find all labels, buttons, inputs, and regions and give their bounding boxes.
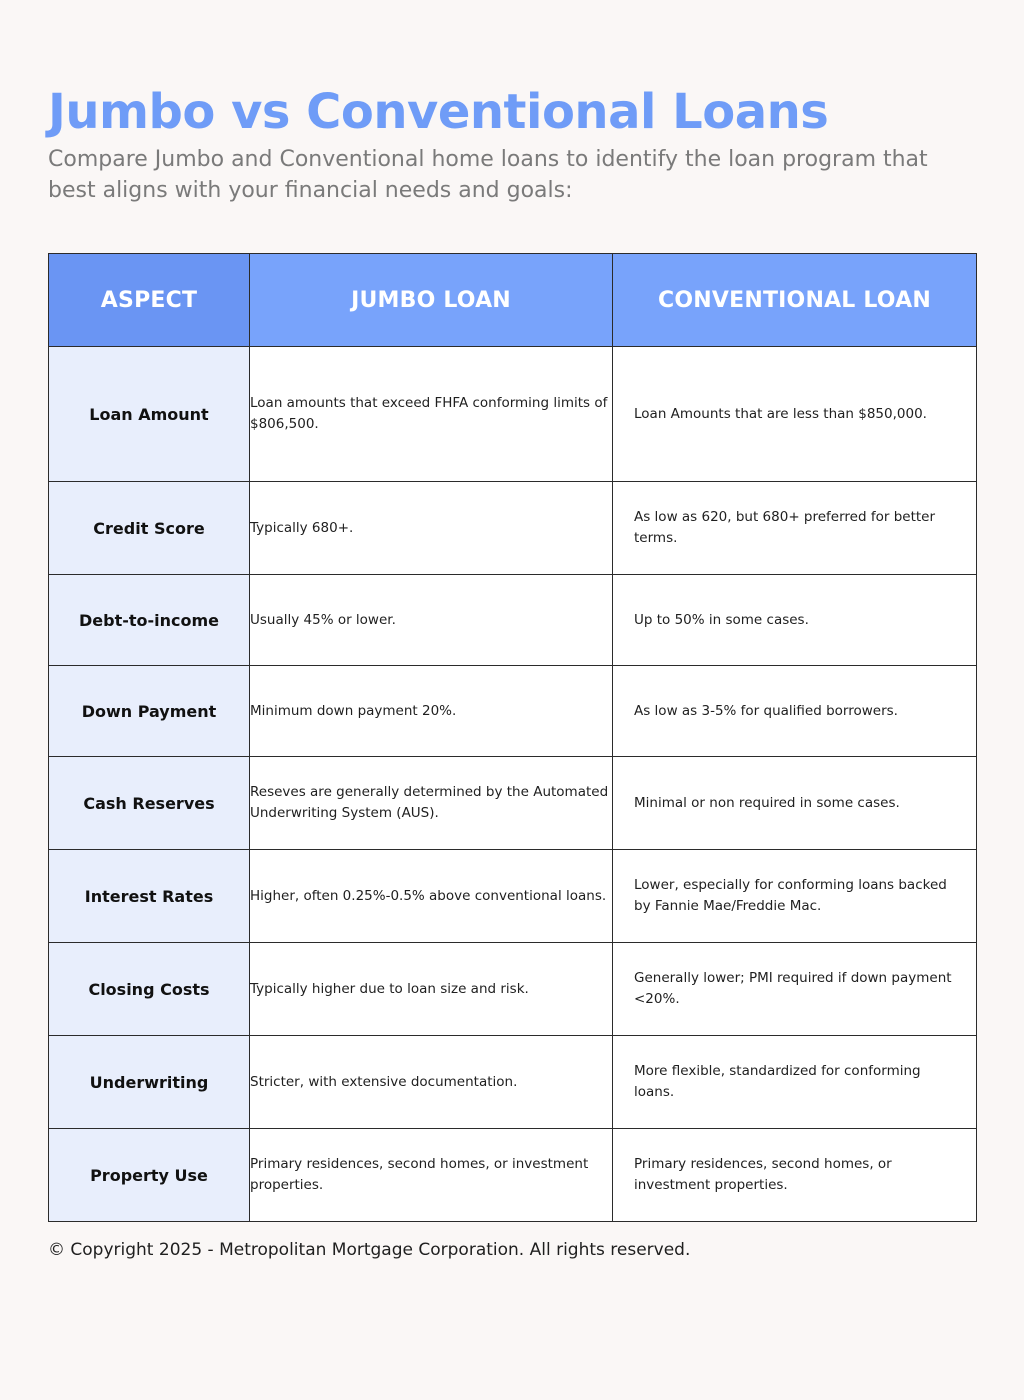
page-subtitle: Compare Jumbo and Conventional home loans to identify the loan program that best aligns with your financial needs and goals: (48, 147, 928, 203)
copyright-footer: © Copyright 2025 - Metropolitan Mortgage Corporation. All rights reserved. (48, 1240, 691, 1260)
aspect-cell: Credit Score (49, 482, 250, 575)
column-header-conventional-loan: CONVENTIONAL LOAN (613, 254, 977, 347)
table-row (49, 482, 977, 575)
jumbo-cell: Minimum down payment 20%. (250, 666, 613, 757)
conventional-cell: Minimal or non required in some cases. (613, 757, 977, 850)
conventional-cell: Generally lower; PMI required if down payment <20%. (613, 943, 977, 1036)
table-row (49, 757, 977, 850)
conventional-cell: More flexible, standardized for conforming loans. (613, 1036, 977, 1129)
aspect-cell: Underwriting (49, 1036, 250, 1129)
aspect-cell: Loan Amount (49, 347, 250, 482)
conventional-cell: As low as 620, but 680+ preferred for better terms. (613, 482, 977, 575)
aspect-cell: Property Use (49, 1129, 250, 1222)
aspect-cell: Cash Reserves (49, 757, 250, 850)
conventional-cell: Lower, especially for conforming loans backed by Fannie Mae/Freddie Mac. (613, 850, 977, 943)
jumbo-cell: Primary residences, second homes, or investment properties. (250, 1129, 613, 1222)
jumbo-cell: Reseves are generally determined by the Automated Underwriting System (AUS). (250, 757, 613, 850)
aspect-cell: Closing Costs (49, 943, 250, 1036)
table-row (49, 1129, 977, 1222)
conventional-cell: As low as 3-5% for qualified borrowers. (613, 666, 977, 757)
jumbo-cell: Typically 680+. (250, 482, 613, 575)
page-title: Jumbo vs Conventional Loans (48, 84, 829, 140)
comparison-table (48, 253, 977, 1222)
table-header-row (49, 254, 977, 347)
column-header-aspect: ASPECT (49, 254, 250, 347)
jumbo-cell: Loan amounts that exceed FHFA conforming limits of $806,500. (250, 347, 613, 482)
conventional-cell: Up to 50% in some cases. (613, 575, 977, 666)
table-row (49, 943, 977, 1036)
table-row (49, 575, 977, 666)
table-row (49, 666, 977, 757)
jumbo-cell: Typically higher due to loan size and risk. (250, 943, 613, 1036)
conventional-cell: Primary residences, second homes, or investment properties. (613, 1129, 977, 1222)
column-header-jumbo-loan: JUMBO LOAN (250, 254, 613, 347)
jumbo-cell: Higher, often 0.25%-0.5% above conventional loans. (250, 850, 613, 943)
table-row (49, 850, 977, 943)
aspect-cell: Down Payment (49, 666, 250, 757)
aspect-cell: Interest Rates (49, 850, 250, 943)
aspect-cell: Debt-to-income (49, 575, 250, 666)
jumbo-cell: Usually 45% or lower. (250, 575, 613, 666)
table-row (49, 1036, 977, 1129)
jumbo-cell: Stricter, with extensive documentation. (250, 1036, 613, 1129)
table-row (49, 347, 977, 482)
conventional-cell: Loan Amounts that are less than $850,000. (613, 347, 977, 482)
